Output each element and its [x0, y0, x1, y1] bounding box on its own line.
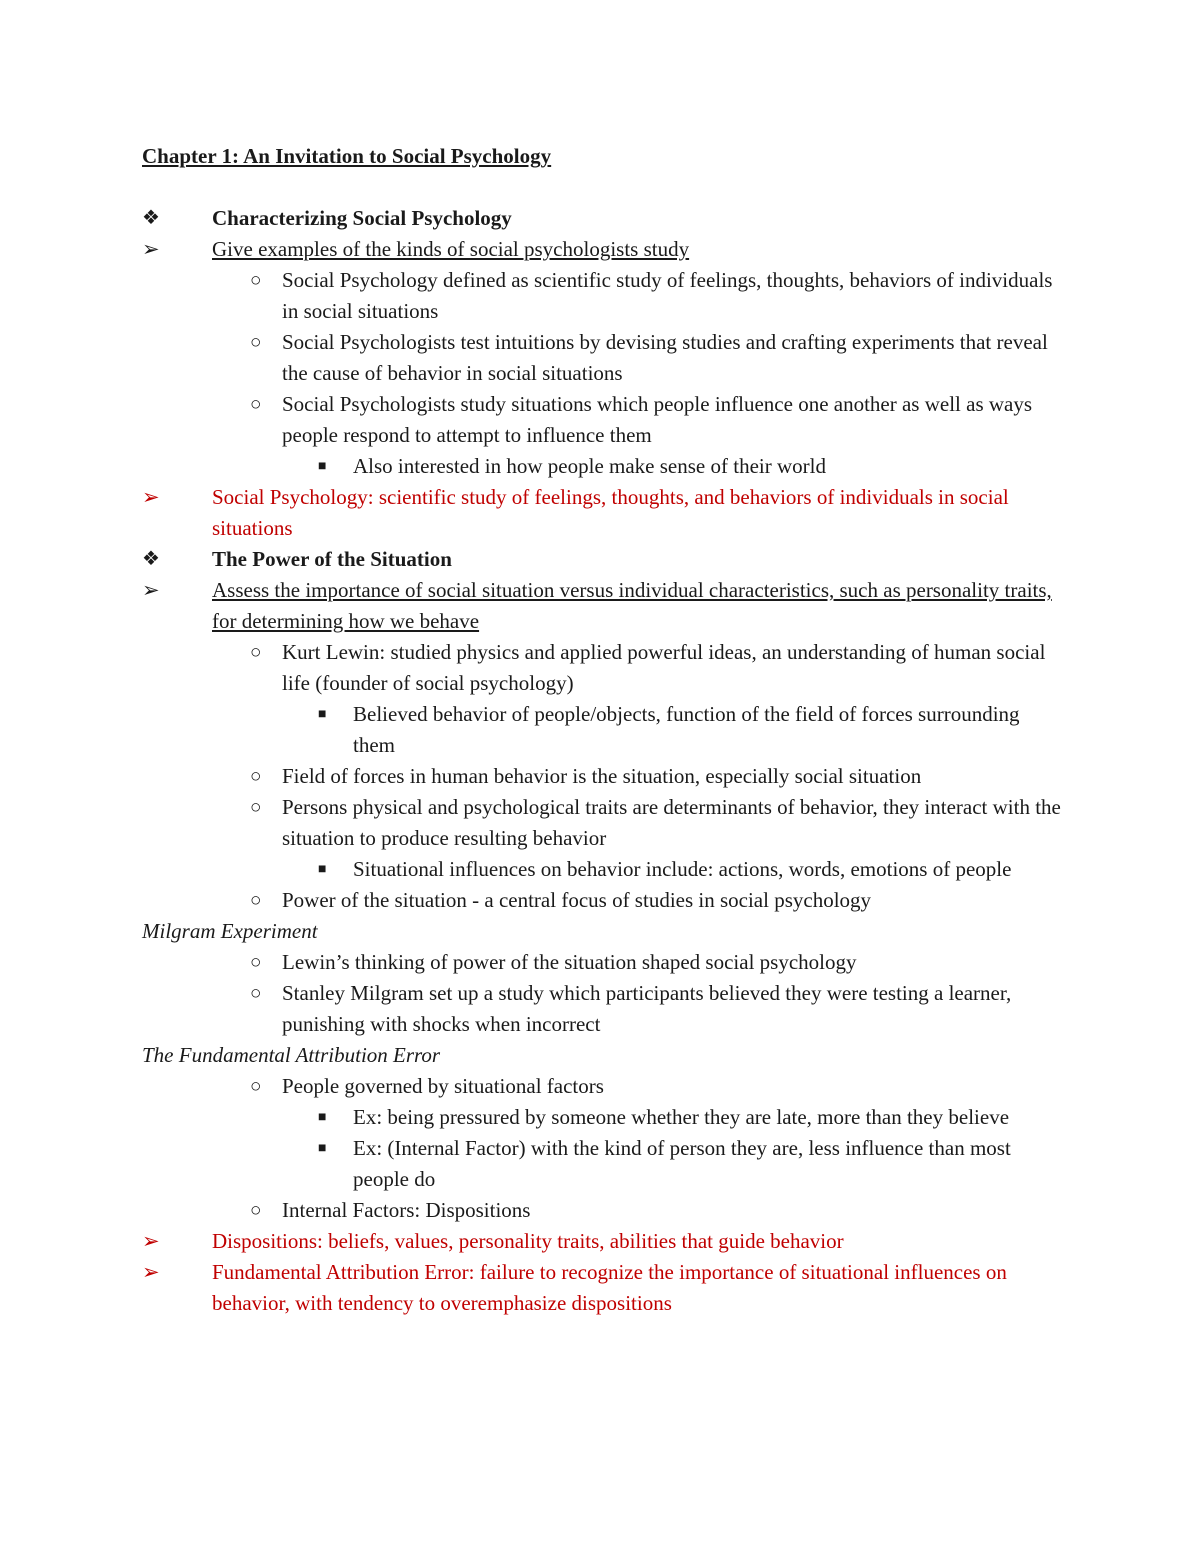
outline-item-text: Power of the situation - a central focus of studies in social psychology — [282, 888, 872, 912]
circle-bullet-icon: ○ — [250, 270, 262, 291]
outline-item — [142, 1226, 1062, 1257]
outline-item-text: Stanley Milgram set up a study which participants believed they were testing a learner, punishing with shocks when incorrect — [282, 981, 1012, 1036]
outline-item-text: Assess the importance of social situation versus individual characteristics, such as personality traits, for determining how we behave — [212, 578, 1052, 633]
outline-item — [142, 389, 1062, 451]
outline-item-text: Give examples of the kinds of social psychologists study — [212, 237, 690, 261]
outline-item — [142, 1257, 1062, 1319]
arrow-bullet-icon: ➢ — [142, 1229, 160, 1253]
outline-item — [142, 885, 1062, 916]
circle-bullet-icon: ○ — [250, 1200, 262, 1221]
square-bullet-icon: ■ — [318, 707, 327, 722]
arrow-bullet-icon: ➢ — [142, 485, 160, 509]
document-page — [142, 140, 1062, 1319]
outline-item — [142, 1071, 1062, 1102]
circle-bullet-icon: ○ — [250, 394, 262, 415]
outline-item — [142, 1195, 1062, 1226]
outline-item — [142, 482, 1062, 544]
circle-bullet-icon: ○ — [250, 332, 262, 353]
outline-item — [142, 761, 1062, 792]
outline-item — [142, 451, 1062, 482]
arrow-bullet-icon: ➢ — [142, 578, 160, 602]
outline-item-text: Social Psychology: scientific study of feelings, thoughts, and behaviors of individuals in social situations — [212, 485, 1009, 540]
outline-item-text: Persons physical and psychological traits are determinants of behavior, they interact with the situation to produce resulting behavior — [282, 795, 1061, 850]
outline-item — [142, 854, 1062, 885]
circle-bullet-icon: ○ — [250, 1076, 262, 1097]
arrow-bullet-icon: ➢ — [142, 237, 160, 261]
circle-bullet-icon: ○ — [250, 797, 262, 818]
diamond-bullet-icon: ❖ — [142, 207, 160, 229]
outline-item-text: People governed by situational factors — [282, 1074, 604, 1098]
square-bullet-icon: ■ — [318, 1110, 327, 1125]
outline-item-text: Also interested in how people make sense of their world — [353, 454, 826, 478]
square-bullet-icon: ■ — [318, 459, 327, 474]
chapter-title: Chapter 1: An Invitation to Social Psychology — [142, 144, 552, 168]
outline-item-text: Ex: (Internal Factor) with the kind of person they are, less influence than most people do — [353, 1136, 1011, 1191]
outline-item-text: Kurt Lewin: studied physics and applied powerful ideas, an understanding of human social life (founder of social psychology) — [282, 640, 1046, 695]
outline-item-text: Fundamental Attribution Error: failure to recognize the importance of situational influences on behavior, with tendency to overemphasize dispositions — [212, 1260, 1007, 1315]
circle-bullet-icon: ○ — [250, 983, 262, 1004]
square-bullet-icon: ■ — [318, 862, 327, 877]
outline-item — [142, 637, 1062, 699]
outline-item — [142, 203, 1062, 234]
outline-item — [142, 234, 1062, 265]
outline-item — [142, 544, 1062, 575]
outline-item — [142, 575, 1062, 637]
circle-bullet-icon: ○ — [250, 890, 262, 911]
outline-item-text: The Fundamental Attribution Error — [142, 1043, 441, 1067]
outline-item — [142, 327, 1062, 389]
outline-item — [142, 265, 1062, 327]
outline-item-text: Field of forces in human behavior is the situation, especially social situation — [282, 764, 922, 788]
outline-item-text: Milgram Experiment — [142, 919, 318, 943]
outline-item — [142, 1133, 1062, 1195]
outline-item-text: Situational influences on behavior include: actions, words, emotions of people — [353, 857, 1012, 881]
outline-item — [142, 1102, 1062, 1133]
outline — [142, 203, 1062, 1319]
diamond-bullet-icon: ❖ — [142, 548, 160, 570]
section-subheading — [142, 916, 1062, 947]
circle-bullet-icon: ○ — [250, 642, 262, 663]
outline-item — [142, 947, 1062, 978]
outline-item-text: Internal Factors: Dispositions — [282, 1198, 531, 1222]
outline-item-text: Lewin’s thinking of power of the situation shaped social psychology — [282, 950, 857, 974]
outline-item-text: Social Psychologists test intuitions by devising studies and crafting experiments that reveal the cause of behavior in social situations — [282, 330, 1048, 385]
outline-item — [142, 699, 1062, 761]
outline-item-text: Social Psychologists study situations which people influence one another as well as ways people respond to attempt to influence them — [282, 392, 1033, 447]
outline-item-text: Characterizing Social Psychology — [212, 206, 512, 230]
spacer — [142, 172, 1062, 203]
circle-bullet-icon: ○ — [250, 766, 262, 787]
outline-item-text: Believed behavior of people/objects, function of the field of forces surrounding them — [353, 702, 1020, 757]
outline-item-text: Social Psychology defined as scientific study of feelings, thoughts, behaviors of individuals in social situations — [282, 268, 1053, 323]
square-bullet-icon: ■ — [318, 1141, 327, 1156]
outline-item-text: Dispositions: beliefs, values, personality traits, abilities that guide behavior — [212, 1229, 844, 1253]
outline-item-text: The Power of the Situation — [212, 547, 452, 571]
outline-item-text: Ex: being pressured by someone whether they are late, more than they believe — [353, 1105, 1010, 1129]
circle-bullet-icon: ○ — [250, 952, 262, 973]
section-subheading — [142, 1040, 1062, 1071]
outline-item — [142, 978, 1062, 1040]
outline-item — [142, 792, 1062, 854]
arrow-bullet-icon: ➢ — [142, 1260, 160, 1284]
